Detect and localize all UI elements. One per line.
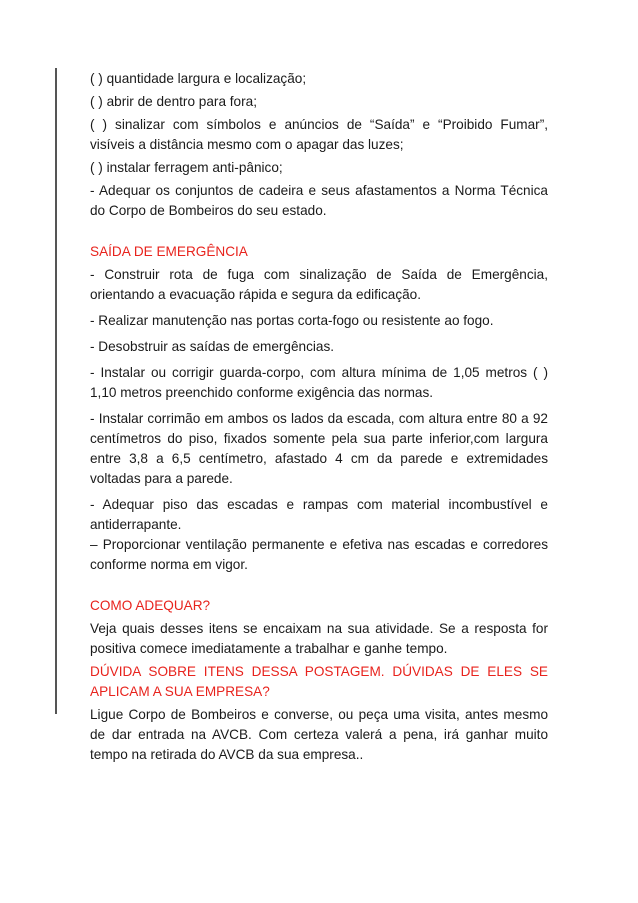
adapt-paragraph: Veja quais desses itens se encaixam na sua atividade. Se a resposta for positiva comece imediatamente a trabalhar e ganhe tempo. — [90, 621, 548, 656]
checklist-item: ( ) instalar ferragem anti-pânico; — [90, 160, 283, 175]
emergency-item: - Instalar corrimão em ambos os lados da escada, com altura entre 80 a 92 centímetros do piso, fixados somente pela sua parte inferior,com largura entre 3,8 a 6,5 centímetro, afastado 4 cm da parede e extremidades voltadas para a parede. — [90, 411, 548, 486]
chairs-note: - Adequar os conjuntos de cadeira e seus afastamentos a Norma Técnica do Corpo de Bombeiros do seu estado. — [90, 183, 548, 218]
checklist-item: ( ) quantidade largura e localização; — [90, 71, 307, 86]
closing-paragraph: Ligue Corpo de Bombeiros e converse, ou peça uma visita, antes mesmo de dar entrada na AVCB. Com certeza valerá a pena, irá ganhar muito tempo na retirada do AVCB da sua empresa.. — [90, 707, 548, 762]
question-heading: DÚVIDA SOBRE ITENS DESSA POSTAGEM. DÚVIDAS DE ELES SE APLICAM A SUA EMPRESA? — [90, 664, 548, 699]
document-body — [90, 69, 548, 765]
section-heading-how-to-adapt: COMO ADEQUAR? — [90, 598, 211, 613]
emergency-item: - Instalar ou corrigir guarda-corpo, com altura mínima de 1,05 metros ( ) 1,10 metros preenchido conforme exigência das normas. — [90, 365, 548, 400]
emergency-item: - Construir rota de fuga com sinalização de Saída de Emergência, orientando a evacuação rápida e segura da edificação. — [90, 267, 548, 302]
emergency-item: – Proporcionar ventilação permanente e efetiva nas escadas e corredores conforme norma em vigor. — [90, 537, 548, 572]
section-heading-emergency-exit: SAÍDA DE EMERGÊNCIA — [90, 244, 248, 259]
checklist-item: ( ) sinalizar com símbolos e anúncios de “Saída” e “Proibido Fumar”, visíveis a distância mesmo com o apagar das luzes; — [90, 117, 548, 152]
emergency-item: - Adequar piso das escadas e rampas com material incombustível e antiderrapante. — [90, 497, 548, 532]
emergency-item: - Realizar manutenção nas portas corta-fogo ou resistente ao fogo. — [90, 313, 494, 328]
page-margin-rule — [55, 68, 57, 714]
emergency-item: - Desobstruir as saídas de emergências. — [90, 339, 335, 354]
checklist-item: ( ) abrir de dentro para fora; — [90, 94, 257, 109]
